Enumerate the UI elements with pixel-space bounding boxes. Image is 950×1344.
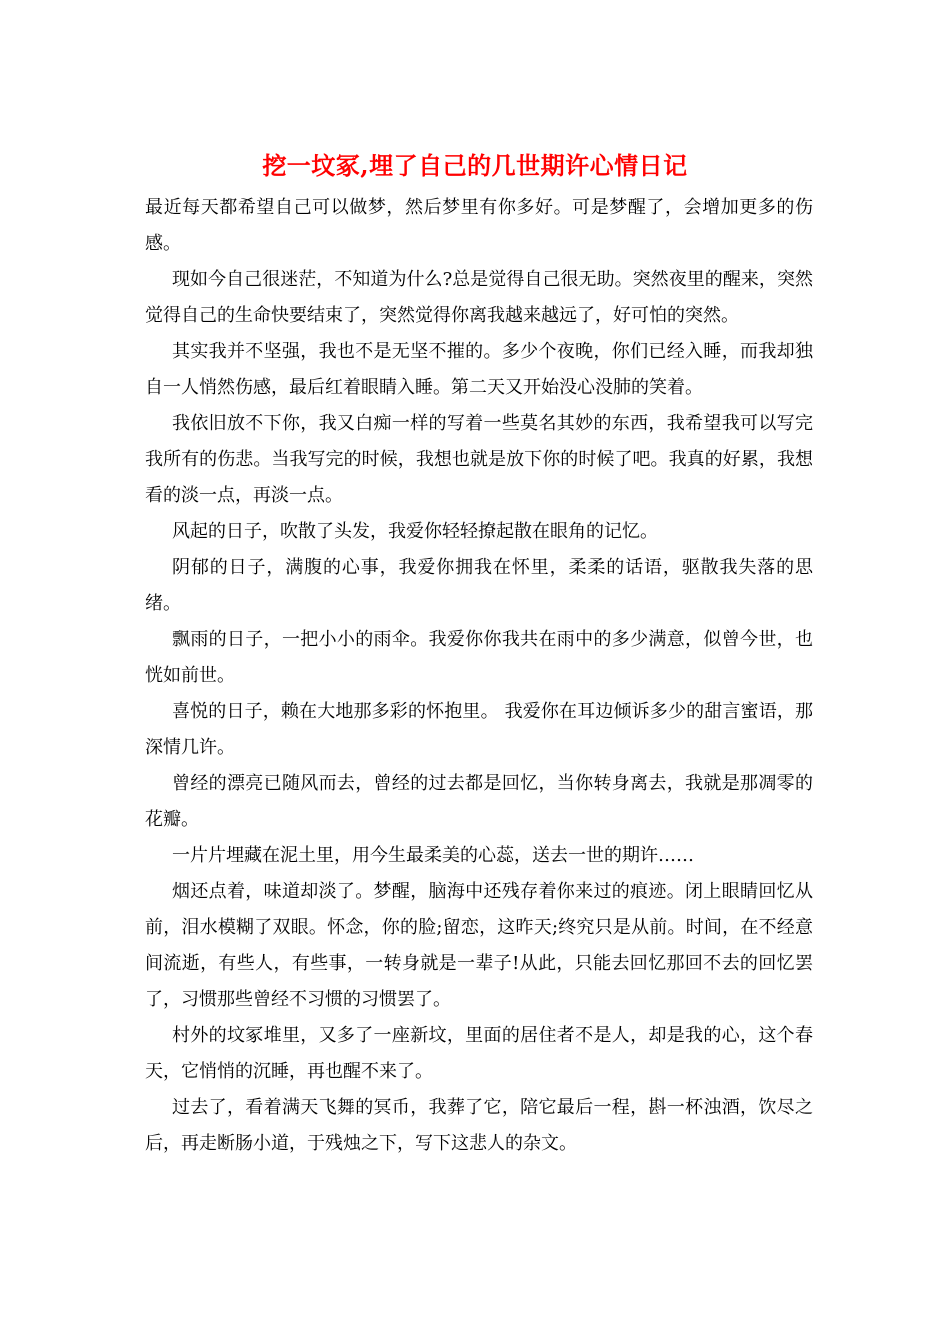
paragraph: 喜悦的日子，赖在大地那多彩的怀抱里。 我爱你在耳边倾诉多少的甜言蜜语，那深情几许。 bbox=[145, 701, 813, 758]
paragraph: 曾经的漂亮已随风而去，曾经的过去都是回忆，当你转身离去，我就是那凋零的花瓣。 bbox=[145, 773, 813, 830]
paragraph: 其实我并不坚强，我也不是无坚不摧的。多少个夜晚，你们已经入睡，而我却独自一人悄然伤感，最后红着眼睛入睡。第二天又开始没心没肺的笑着。 bbox=[145, 341, 813, 398]
paragraph: 最近每天都希望自己可以做梦，然后梦里有你多好。可是梦醒了，会增加更多的伤感。 bbox=[145, 197, 813, 254]
paragraph: 村外的坟冢堆里，又多了一座新坟，里面的居住者不是人，却是我的心，这个春天，它悄悄的沉睡，再也醒不来了。 bbox=[145, 1025, 813, 1082]
paragraph: 风起的日子，吹散了头发，我爱你轻轻撩起散在眼角的记忆。 bbox=[172, 521, 658, 542]
document-title: 挖一坟冢,埋了自己的几世期许心情日记 bbox=[262, 151, 688, 180]
paragraph: 烟还点着，味道却淡了。梦醒，脑海中还残存着你来过的痕迹。闭上眼睛回忆从前，泪水模糊了双眼。怀念，你的脸;留恋，这昨天;终究只是从前。时间，在不经意间流逝，有些人，有些事，一转身就是一辈子!从此，只能去回忆那回不去的回忆罢了，习惯那些曾经不习惯的习惯罢了。 bbox=[145, 881, 813, 1010]
paragraph: 过去了，看着满天飞舞的冥币，我葬了它，陪它最后一程，斟一杯浊酒，饮尽之后，再走断肠小道，于残烛之下，写下这悲人的杂文。 bbox=[145, 1097, 813, 1154]
paragraph: 一片片埋藏在泥土里，用今生最柔美的心蕊，送去一世的期许…… bbox=[172, 845, 694, 866]
paragraph: 飘雨的日子，一把小小的雨伞。我爱你你我共在雨中的多少满意，似曾今世，也恍如前世。 bbox=[145, 629, 813, 686]
paragraph: 我依旧放不下你，我又白痴一样的写着一些莫名其妙的东西，我希望我可以写完我所有的伤悲。当我写完的时候，我想也就是放下你的时候了吧。我真的好累，我想看的淡一点，再淡一点。 bbox=[145, 413, 813, 506]
paragraph: 阴郁的日子，满腹的心事，我爱你拥我在怀里，柔柔的话语，驱散我失落的思绪。 bbox=[145, 557, 813, 614]
document-body bbox=[145, 190, 813, 1162]
paragraph: 现如今自己很迷茫，不知道为什么?总是觉得自己很无助。突然夜里的醒来，突然觉得自己的生命快要结束了，突然觉得你离我越来越远了，好可怕的突然。 bbox=[145, 269, 813, 326]
